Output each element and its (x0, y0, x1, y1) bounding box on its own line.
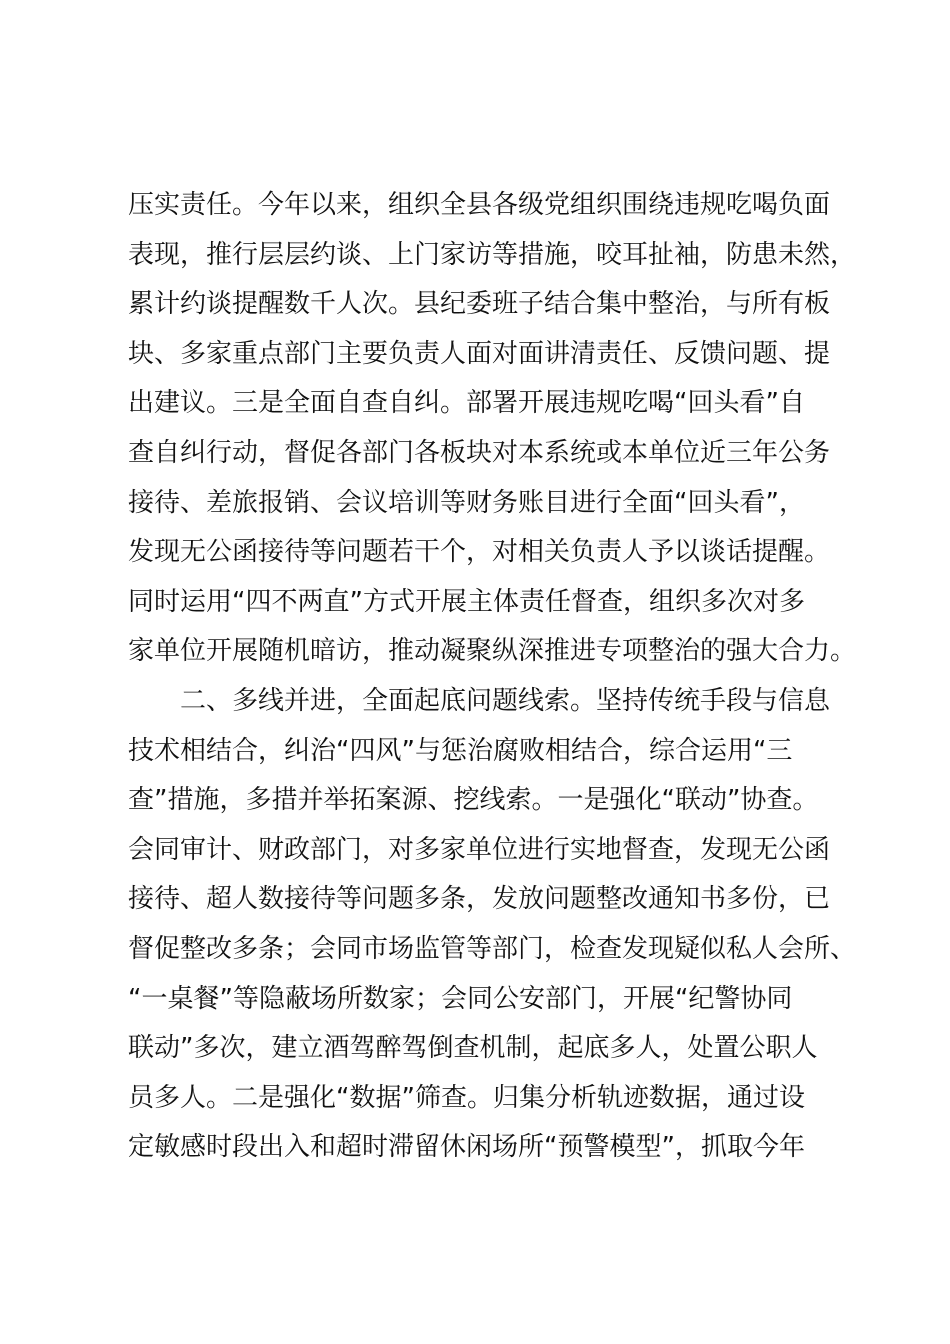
text-line: 接待、差旅报销、会议培训等财务账目进行全面“回头看”， (128, 487, 805, 518)
text-line: 督促整改多条；会同市场监管等部门，检查发现疑似私人会所、 (128, 933, 857, 964)
text-line: 表现，推行层层约谈、上门家访等措施，咬耳扯袖，防患未然， (128, 239, 857, 270)
text-line: 接待、超人数接待等问题多条，发放问题整改通知书多份，已 (128, 884, 831, 915)
text-line: 会同审计、财政部门，对多家单位进行实地督查，发现无公函 (128, 834, 831, 865)
text-line: 压实责任。今年以来，组织全县各级党组织围绕违规吃喝负面 (128, 190, 831, 220)
text-line: 块、多家重点部门主要负责人面对面讲清责任、反馈问题、提 (128, 338, 831, 369)
text-line: 二、多线并进，全面起底问题线索。坚持传统手段与信息 (128, 685, 831, 716)
text-line: 定敏感时段出入和超时滞留休闲场所“预警模型”，抓取今年 (128, 1132, 805, 1163)
document-body (128, 181, 868, 1173)
text-line: 员多人。二是强化“数据”筛查。归集分析轨迹数据，通过设 (128, 1082, 805, 1113)
text-line: 发现无公函接待等问题若干个，对相关负责人予以谈话提醒。 (128, 537, 831, 568)
text-line: 出建议。三是全面自查自纠。部署开展违规吃喝“回头看”自 (128, 388, 805, 419)
text-line: 累计约谈提醒数千人次。县纪委班子结合集中整治，与所有板 (128, 289, 831, 320)
text-line: 技术相结合，纠治“四风”与惩治腐败相结合，综合运用“三 (128, 735, 793, 766)
text-line: 联动”多次，建立酒驾醉驾倒查机制，起底多人，处置公职人 (128, 1033, 818, 1064)
text-line: 查自纠行动，督促各部门各板块对本系统或本单位近三年公务 (128, 437, 831, 468)
text-line: 查”措施，多措并举拓案源、挖线索。一是强化“联动”协查。 (128, 785, 819, 816)
text-line: “一桌餐”等隐蔽场所数家；会同公安部门，开展“纪警协同 (128, 983, 793, 1014)
text-line: 同时运用“四不两直”方式开展主体责任督查，组织多次对多 (128, 586, 805, 617)
text-line: 家单位开展随机暗访，推动凝聚纵深推进专项整治的强大合力。 (128, 636, 857, 667)
